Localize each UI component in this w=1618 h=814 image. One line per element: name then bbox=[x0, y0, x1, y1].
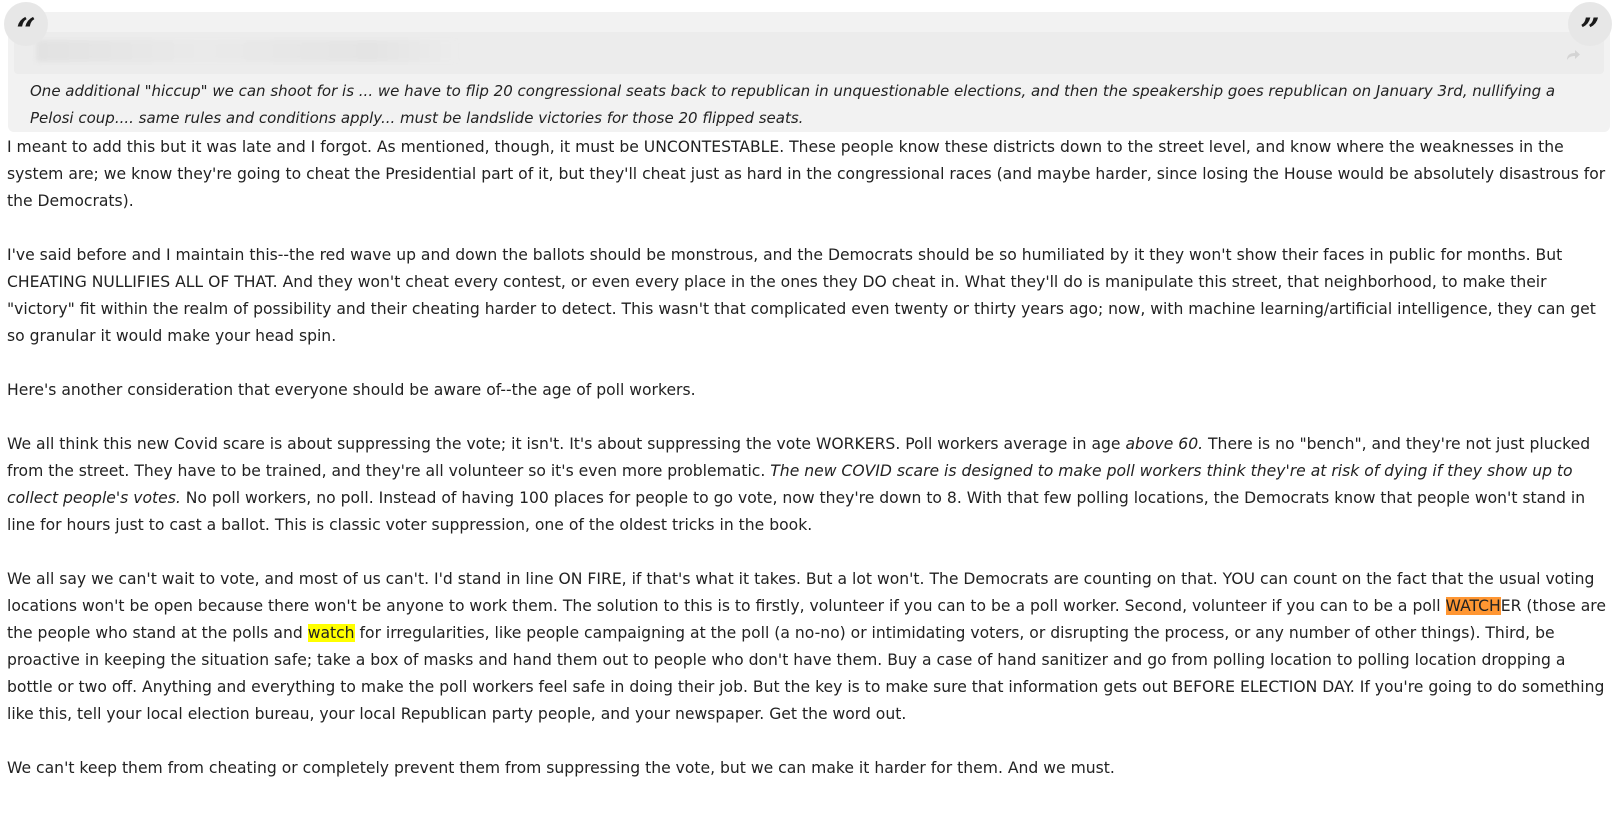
post-paragraph-6: We can't keep them from cheating or completely prevent them from suppressing the vote, but we can make it harder for them. And we must. bbox=[7, 759, 1115, 777]
post-paragraph-2: I've said before and I maintain this--the red wave up and down the ballots should be monstrous, and the Democrats should be so humiliated by it they won't show their faces in public for months. But CHEATING NULLIFIES ALL OF THAT. And they won't cheat every contest, or even every place in the ones they DO cheat in. What they'll do is manipulate this street, that neighborhood, to make their "victory" fit within the realm of possibility and their cheating harder to detect. This wasn't that complicated even twenty or thirty years ago; now, with machine learning/artificial intelligence, they can get so granular it would make your head spin. bbox=[7, 246, 1596, 345]
post-paragraph-1: I meant to add this but it was late and I forgot. As mentioned, though, it must be UNCONTESTABLE. These people know these districts down to the street level, and know where the weaknesses in the system are; we know they're going to cheat the Presidential part of it, but they'll cheat just as hard in the congressional races (and maybe harder, since losing the House would be absolutely disastrous for the Democrats). bbox=[7, 138, 1606, 210]
search-highlight-current: WATCH bbox=[1445, 597, 1501, 615]
quote-header bbox=[14, 32, 1604, 74]
post-text: We all think this new Covid scare is about suppressing the vote; it isn't. It's about suppressing the vote WORKERS. Poll workers average in age bbox=[7, 435, 1126, 453]
post-body bbox=[7, 134, 1607, 809]
open-quote-icon: “ bbox=[4, 2, 48, 46]
quoted-post bbox=[8, 12, 1610, 132]
search-highlight-match: watch bbox=[307, 624, 355, 642]
post-text: We all say we can't wait to vote, and most of us can't. I'd stand in line ON FIRE, if that's what it takes. But a lot won't. The Democrats are counting on that. YOU can count on the fact that the usual voting locations won't be open because there won't be anyone to work them. The solution to this is to firstly, volunteer if you can to be a poll worker. Second, volunteer if you can to be a poll bbox=[7, 570, 1595, 615]
close-quote-icon: ” bbox=[1568, 2, 1612, 46]
post-emphasis: The new COVID scare is designed to make poll workers think they're at risk of dying if they show up to collect people's votes. bbox=[7, 462, 1573, 507]
post-text: There is no "bench", and they're not just plucked from the street. They have to be trained, and they're all volunteer so it's even more problematic. bbox=[7, 435, 1591, 480]
post-paragraph-5 bbox=[7, 566, 1607, 728]
post-paragraph-3: Here's another consideration that everyone should be aware of--the age of poll workers. bbox=[7, 381, 696, 399]
post-emphasis: above 60. bbox=[1125, 435, 1204, 453]
post-paragraph-4 bbox=[7, 431, 1607, 539]
post-text: ER (those are the people who stand at the polls and bbox=[7, 597, 1606, 642]
post-text: No poll workers, no poll. Instead of having 100 places for people to go vote, now they're down to 8. With that few polling locations, the Democrats know that people won't stand in line for hours just to cast a ballot. This is classic voter suppression, one of the oldest tricks in the book. bbox=[7, 489, 1586, 534]
post-text: for irregularities, like people campaigning at the poll (a no-no) or intimidating voters, or disrupting the process, or any number of other things). Third, be proactive in keeping the situation safe; take a box of masks and hand them out to people who don't have them. Buy a case of hand sanitizer and go from polling location to polling location dropping a bottle or two off. Anything and everything to make the poll workers feel safe in doing their job. But the key is to make sure that information gets out BEFORE ELECTION DAY. If you're going to do something like this, tell your local election bureau, your local Republican party people, and your newspaper. Get the word out. bbox=[7, 624, 1605, 723]
quote-text: One additional "hiccup" we can shoot for is ... we have to flip 20 congressional seats back to republican in unquestionable elections, and then the speakership goes republican on January 3rd, nullifying a Pelosi coup.... same rules and conditions apply... must be landslide victories for those 20 flipped seats. bbox=[30, 82, 1556, 127]
quote-author-redacted bbox=[36, 40, 456, 62]
